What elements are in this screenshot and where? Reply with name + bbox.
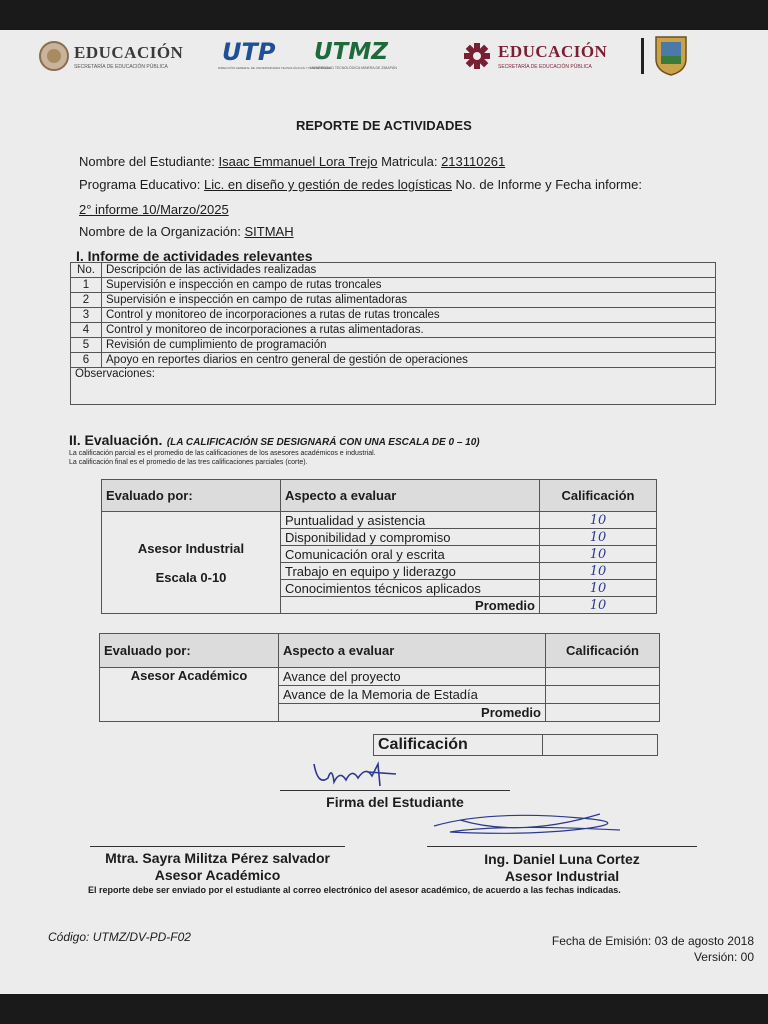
- aspect-cell: Comunicación oral y escrita: [281, 546, 540, 563]
- industrial-evaluator: Asesor Industrial: [137, 540, 245, 556]
- academic-header-row: [100, 634, 660, 668]
- row-description: Apoyo en reportes diarios en centro general de gestión de operaciones: [102, 353, 716, 368]
- logo-divider: [641, 38, 644, 74]
- utp-logo-subtitle: DIRECCIÓN GENERAL DE UNIVERSIDADES TECNOLÓGICAS Y POLITÉCNICAS: [218, 66, 331, 70]
- report-label: No. de Informe y Fecha informe:: [455, 177, 642, 192]
- row-number: 6: [71, 353, 102, 368]
- observations-row: [71, 368, 716, 405]
- section2-heading: II. Evaluación.: [69, 432, 163, 448]
- academic-evaluator: Asesor Académico: [100, 668, 279, 722]
- average-label: Promedio: [279, 704, 546, 722]
- industrial-header-row: [102, 480, 657, 512]
- organization-line: [79, 224, 294, 239]
- table-row: [71, 323, 716, 338]
- section2-note-2: La calificación final es el promedio de las tres calificaciones parciales (corte).: [69, 459, 308, 466]
- matricula-value: 213110261: [441, 154, 506, 169]
- academic-advisor-role: Asesor Académico: [154, 867, 281, 883]
- utp-logo-title: UTP: [222, 38, 276, 66]
- aspect-header: Aspecto a evaluar: [281, 480, 540, 512]
- final-grade-row: [374, 735, 658, 756]
- grade-cell: [546, 668, 660, 686]
- row-description: Revisión de cumplimiento de programación: [102, 338, 716, 353]
- col-no-header: No.: [71, 263, 102, 278]
- form-version: Versión: 00: [693, 950, 754, 964]
- aspect-cell: Disponibilidad y compromiso: [281, 529, 540, 546]
- form-code: Código: UTMZ/DV-PD-F02: [48, 930, 191, 944]
- industrial-signature-line: [427, 846, 697, 847]
- program-value: Lic. en diseño y gestión de redes logísticas: [204, 177, 452, 192]
- row-description: Control y monitoreo de incorporaciones a rutas alimentadoras.: [102, 323, 716, 338]
- row-number: 4: [71, 323, 102, 338]
- final-grade-label: Calificación: [374, 735, 543, 756]
- student-name-value: Isaac Emmanuel Lora Trejo: [218, 154, 378, 169]
- program-line: [79, 177, 642, 192]
- row-number: 1: [71, 278, 102, 293]
- row-number: 2: [71, 293, 102, 308]
- observations-cell: Observaciones:: [71, 368, 716, 405]
- aspect-cell: Trabajo en equipo y liderazgo: [281, 563, 540, 580]
- sep-right-subtitle: SECRETARÍA DE EDUCACIÓN PÚBLICA: [498, 64, 592, 70]
- grade-cell: 10: [540, 580, 657, 597]
- sep-logo-title: EDUCACIÓN: [74, 43, 184, 62]
- row-description: Supervisión e inspección en campo de rutas troncales: [102, 278, 716, 293]
- aspect-cell: Conocimientos técnicos aplicados: [281, 580, 540, 597]
- state-crest-icon: [652, 33, 690, 77]
- row-number: 3: [71, 308, 102, 323]
- table-row: [71, 293, 716, 308]
- student-signature: [308, 756, 400, 792]
- academic-eval-table: [99, 633, 660, 722]
- aspect-header: Aspecto a evaluar: [279, 634, 546, 668]
- utmz-logo-subtitle: UNIVERSIDAD TECNOLÓGICA MINERA DE ZIMAPÁN: [310, 66, 397, 70]
- section2-scale-note: (LA CALIFICACIÓN SE DESIGNARÁ CON UNA ESCALA DE 0 – 10): [166, 437, 480, 448]
- industrial-scale: Escala 0-10: [155, 569, 227, 585]
- industrial-advisor-role: Asesor Industrial: [504, 868, 620, 884]
- report-value: 2° informe 10/Marzo/2025: [79, 202, 229, 217]
- grade-cell: [546, 686, 660, 704]
- utmz-logo: [310, 40, 438, 74]
- grade-header: Calificación: [540, 480, 657, 512]
- row-description: Supervisión e inspección en campo de rutas alimentadoras: [102, 293, 716, 308]
- mexico-seal-icon: [38, 40, 70, 72]
- table-row: [102, 512, 657, 529]
- industrial-evaluator-cell: [102, 512, 281, 614]
- student-signature-line: [280, 790, 510, 791]
- row-description: Control y monitoreo de incorporaciones a rutas de rutas troncales: [102, 308, 716, 323]
- table-row: [100, 668, 660, 686]
- final-grade-table: [373, 734, 658, 756]
- final-grade-value: [543, 735, 658, 756]
- org-label: Nombre de la Organización:: [79, 224, 241, 239]
- average-label: Promedio: [281, 597, 540, 614]
- student-signature-label: Firma del Estudiante: [326, 794, 464, 810]
- sep-flower-icon: [462, 41, 492, 71]
- section2-heading-line: [69, 432, 480, 450]
- student-name-line: [79, 154, 505, 169]
- row-number: 5: [71, 338, 102, 353]
- sep-logo-left: [38, 40, 198, 74]
- section1-heading: I. Informe de actividades relevantes: [76, 248, 313, 264]
- aspect-cell: Avance del proyecto: [279, 668, 546, 686]
- table-row: [71, 278, 716, 293]
- industrial-eval-table: [101, 479, 657, 614]
- sep-logo-subtitle: SECRETARÍA DE EDUCACIÓN PÚBLICA: [74, 64, 168, 70]
- emission-date: Fecha de Emisión: 03 de agosto 2018: [551, 934, 754, 948]
- grade-cell: 10: [540, 563, 657, 580]
- grade-header: Calificación: [546, 634, 660, 668]
- evaluated-by-header: Evaluado por:: [100, 634, 279, 668]
- aspect-cell: Avance de la Memoria de Estadía: [279, 686, 546, 704]
- average-value: [546, 704, 660, 722]
- aspect-cell: Puntualidad y asistencia: [281, 512, 540, 529]
- submission-notice: El reporte debe ser enviado por el estudiante al correo electrónico del asesor académico, de acuerdo a las fechas indicadas.: [88, 885, 621, 895]
- utmz-logo-title: UTMZ: [314, 39, 388, 65]
- grade-cell: 10: [540, 529, 657, 546]
- academic-advisor-name: Mtra. Sayra Militza Pérez salvador: [105, 850, 330, 866]
- industrial-advisor-signature: [430, 806, 640, 842]
- table-row: [71, 353, 716, 368]
- table-row: [71, 308, 716, 323]
- grade-cell: 10: [540, 512, 657, 529]
- activities-table: [70, 262, 716, 405]
- table-row: [71, 338, 716, 353]
- industrial-advisor-name: Ing. Daniel Luna Cortez: [484, 851, 640, 867]
- program-label: Programa Educativo:: [79, 177, 201, 192]
- grade-cell: 10: [540, 546, 657, 563]
- org-value: SITMAH: [244, 224, 294, 239]
- sep-right-title: EDUCACIÓN: [498, 42, 608, 61]
- matricula-label: Matricula:: [381, 154, 438, 169]
- section2-note-1: La calificación parcial es el promedio de las calificaciones de los asesores académicos e industrial.: [69, 450, 376, 457]
- document-page: [0, 30, 768, 994]
- average-value: 10: [540, 597, 657, 614]
- utp-logo: [218, 38, 331, 74]
- evaluated-by-header: Evaluado por:: [102, 480, 281, 512]
- sep-logo-right: [462, 40, 634, 74]
- page-title: REPORTE DE ACTIVIDADES: [296, 118, 472, 133]
- activities-header-row: [71, 263, 716, 278]
- academic-signature-line: [90, 846, 345, 847]
- student-name-label: Nombre del Estudiante:: [79, 154, 215, 169]
- col-desc-header: Descripción de las actividades realizadas: [102, 263, 716, 278]
